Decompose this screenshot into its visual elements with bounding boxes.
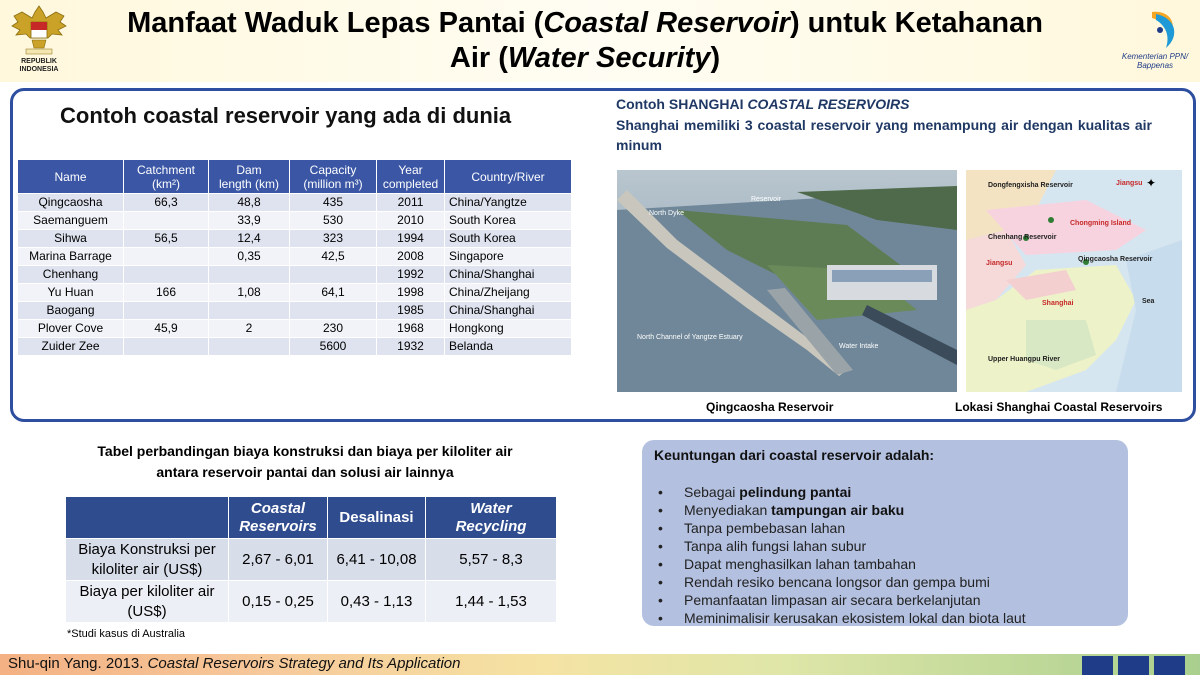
cell-desal: 0,43 - 1,13 bbox=[328, 581, 426, 623]
col-water-recycling: Water Recycling bbox=[426, 497, 557, 539]
footer-square-1 bbox=[1082, 656, 1113, 675]
row-label: Biaya per kiloliter air (US$) bbox=[66, 581, 229, 623]
map-label-upper-huangpu: Upper Huangpu River bbox=[988, 356, 1060, 363]
cell-recycling: 5,57 - 8,3 bbox=[426, 539, 557, 581]
world-reservoir-table bbox=[17, 159, 572, 356]
col-year: Year completed bbox=[377, 160, 445, 194]
map-label-qingcaosha: Qingcaosha Reservoir bbox=[1078, 256, 1153, 263]
list-item: • Sebagai pelindung pantai bbox=[654, 483, 1116, 501]
comparison-title-line-1: Tabel perbandingan biaya konstruksi dan biaya per kiloliter air bbox=[97, 443, 513, 459]
ppn-text-2: Bappenas bbox=[1136, 61, 1174, 70]
photo-label-north-dyke: North Dyke bbox=[649, 210, 685, 217]
title-l1-b: ) untuk Ketahanan bbox=[789, 7, 1043, 39]
source-citation: Shu-qin Yang. 2013. Coastal Reservoirs Strategy and Its Application bbox=[8, 655, 461, 672]
reservoir-aerial-image bbox=[617, 170, 957, 392]
row-label: Biaya Konstruksi per kiloliter air (US$) bbox=[66, 539, 229, 581]
header-bar bbox=[0, 0, 1200, 82]
qingcaosha-photo bbox=[617, 170, 957, 392]
footer-bar bbox=[0, 654, 1200, 675]
table-row: Zuider Zee 5600 1932 Belanda bbox=[18, 338, 572, 356]
garuda-emblem-logo bbox=[8, 2, 70, 78]
footer-square-3 bbox=[1154, 656, 1185, 675]
comparison-title bbox=[55, 441, 555, 483]
map-label-dongfengxisha: Dongfengxisha Reservoir bbox=[988, 182, 1073, 189]
title-line-1 bbox=[80, 6, 1090, 41]
table-row: Marina Barrage 0,35 42,5 2008 Singapore bbox=[18, 248, 572, 266]
title-l2-a: Air ( bbox=[449, 42, 508, 74]
col-country: Country/River bbox=[445, 160, 572, 194]
benefits-list bbox=[654, 483, 1116, 627]
cell-coastal: 2,67 - 6,01 bbox=[229, 539, 328, 581]
col-dam: Dam length (km) bbox=[209, 160, 290, 194]
col-coastal: Coastal Reservoirs bbox=[229, 497, 328, 539]
indonesia-text: INDONESIA bbox=[19, 66, 59, 73]
table-row: Yu Huan 166 1,08 64,1 1998 China/Zheijang bbox=[18, 284, 572, 302]
col-name: Name bbox=[18, 160, 124, 194]
map-label-jiangsu-left: Jiangsu bbox=[986, 260, 1013, 267]
col-capacity: Capacity (million m³) bbox=[290, 160, 377, 194]
garuda-icon bbox=[8, 2, 70, 58]
world-section-title: Contoh coastal reservoir yang ada di dunia bbox=[60, 103, 512, 128]
benefits-heading: Keuntungan dari coastal reservoir adalah: bbox=[654, 447, 935, 463]
title-l1-a: Manfaat Waduk Lepas Pantai ( bbox=[127, 7, 544, 39]
table-header-row bbox=[66, 497, 557, 539]
table-row: Sihwa 56,5 12,4 323 1994 South Korea bbox=[18, 230, 572, 248]
bappenas-logo bbox=[1116, 6, 1194, 76]
comparison-title-line-2: antara reservoir pantai dan solusi air lainnya bbox=[156, 464, 454, 480]
compass-icon: ✦ bbox=[1146, 176, 1157, 190]
title-l2-em: Water Security bbox=[507, 42, 711, 74]
cell-coastal: 0,15 - 0,25 bbox=[229, 581, 328, 623]
footnote: *Studi kasus di Australia bbox=[67, 628, 186, 640]
photo-label-water-intake: Water Intake bbox=[839, 343, 879, 350]
map-label-sea: Sea bbox=[1142, 298, 1155, 305]
table-row: Plover Cove 45,9 2 230 1968 Hongkong bbox=[18, 320, 572, 338]
shanghai-location-map bbox=[966, 170, 1182, 392]
col-desalinasi: Desalinasi bbox=[328, 497, 426, 539]
photo-label-north-channel: North Channel of Yangtze Estuary bbox=[637, 334, 743, 341]
list-item: • Rendah resiko bencana longsor dan gempa bumi bbox=[654, 573, 1116, 591]
map-label-chenhang: Chenhang Reservoir bbox=[988, 234, 1057, 241]
cost-comparison-table bbox=[65, 496, 557, 623]
benefits-box bbox=[642, 440, 1128, 626]
ppn-text-1: Kementerian PPN/ bbox=[1121, 52, 1189, 61]
shanghai-title: Contoh SHANGHAI COASTAL RESERVOIRS bbox=[616, 96, 910, 112]
cell-recycling: 1,44 - 1,53 bbox=[426, 581, 557, 623]
col-catchment: Catchment (km²) bbox=[124, 160, 209, 194]
bappenas-swoosh-icon bbox=[1116, 6, 1194, 52]
title-l1-em: Coastal Reservoir bbox=[543, 7, 790, 39]
map-label-chongming: Chongming Island bbox=[1070, 220, 1132, 227]
table-row: Saemanguem 33,9 530 2010 South Korea bbox=[18, 212, 572, 230]
page-title bbox=[80, 6, 1090, 76]
footer-square-2 bbox=[1118, 656, 1149, 675]
table-header-row bbox=[18, 160, 572, 194]
map-label-jiangsu-top: Jiangsu bbox=[1116, 180, 1143, 187]
list-item: • Menyediakan tampungan air baku bbox=[654, 501, 1116, 519]
caption-photo: Qingcaosha Reservoir bbox=[706, 400, 834, 414]
republik-text: REPUBLIK bbox=[21, 58, 57, 65]
table-row bbox=[66, 581, 557, 623]
shanghai-description: Shanghai memiliki 3 coastal reservoir yang menampung air dengan kualitas air minum bbox=[616, 117, 1152, 153]
list-item: • Meminimalisir kerusakan ekosistem lokal dan biota laut bbox=[654, 609, 1116, 627]
table-row: Qingcaosha 66,3 48,8 435 2011 China/Yangtze bbox=[18, 194, 572, 212]
list-item: • Tanpa alih fungsi lahan subur bbox=[654, 537, 1116, 555]
table-row: Chenhang 1992 China/Shanghai bbox=[18, 266, 572, 284]
list-item: • Dapat menghasilkan lahan tambahan bbox=[654, 555, 1116, 573]
cell-desal: 6,41 - 10,08 bbox=[328, 539, 426, 581]
map-label-shanghai: Shanghai bbox=[1042, 300, 1074, 307]
photo-label-reservoir: Reservoir bbox=[751, 196, 781, 203]
list-item: • Pemanfaatan limpasan air secara berkelanjutan bbox=[654, 591, 1116, 609]
title-l2-b: ) bbox=[710, 42, 721, 74]
title-line-2 bbox=[80, 41, 1090, 76]
list-item: • Tanpa pembebasan lahan bbox=[654, 519, 1116, 537]
table-row bbox=[66, 539, 557, 581]
table-row: Baogang 1985 China/Shanghai bbox=[18, 302, 572, 320]
caption-map: Lokasi Shanghai Coastal Reservoirs bbox=[955, 400, 1163, 414]
col-label bbox=[66, 497, 229, 539]
